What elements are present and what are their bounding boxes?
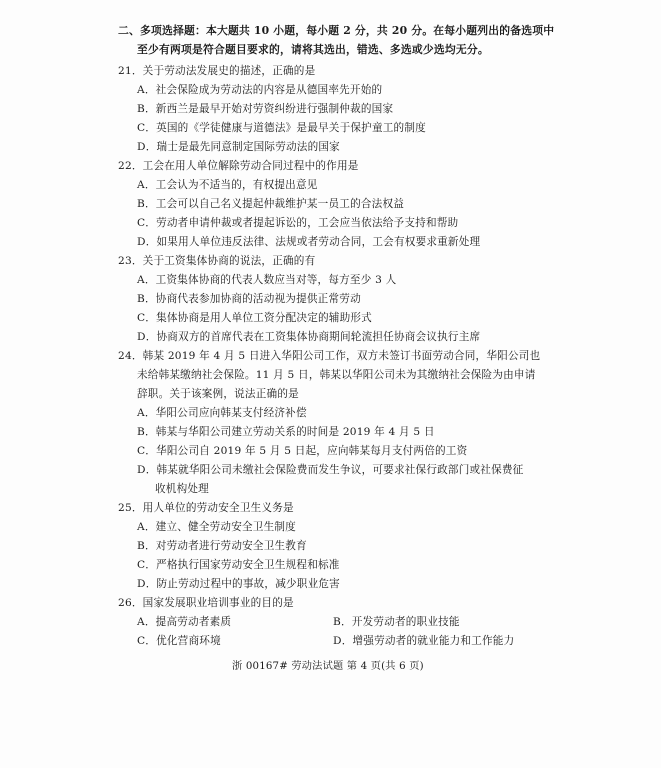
question-22-stem: 22．工会在用人单位解除劳动合同过程中的作用是 <box>118 160 359 172</box>
question-22-option-b: B．工会可以自己名义提起仲裁维护某一员工的合法权益 <box>137 198 405 210</box>
question-24-option-a: A．华阳公司应向韩某支付经济补偿 <box>137 407 307 419</box>
question-24-option-b: B．韩某与华阳公司建立劳动关系的时间是 2019 年 4 月 5 日 <box>137 426 435 438</box>
question-26-stem: 26．国家发展职业培训事业的目的是 <box>118 597 294 609</box>
question-23-option-c: C．集体协商是用人单位工资分配决定的辅助形式 <box>137 312 372 324</box>
question-26-option-b: B．开发劳动者的职业技能 <box>333 616 460 628</box>
question-26-option-c: C．优化营商环境 <box>137 635 221 647</box>
question-25-option-a: A．建立、健全劳动安全卫生制度 <box>137 521 296 533</box>
question-23-option-d: D．协商双方的首席代表在工资集体协商期间轮流担任协商会议执行主席 <box>137 331 481 343</box>
question-24-stem-line-1: 24．韩某 2019 年 4 月 5 日进入华阳公司工作，双方未签订书面劳动合同，华阳公司也 <box>118 350 541 362</box>
section-heading-line-1: 二、多项选择题：本大题共 10 小题，每小题 2 分，共 20 分。在每小题列出的备选项中 <box>118 24 555 37</box>
question-21-option-b: B．新西兰是最早开始对劳资纠纷进行强制仲裁的国家 <box>137 103 394 115</box>
question-21-stem: 21．关于劳动法发展史的描述，正确的是 <box>118 65 316 77</box>
question-26-option-a: A．提高劳动者素质 <box>137 616 232 628</box>
section-heading-line-2: 至少有两项是符合题目要求的，请将其选出，错选、多选或少选均无分。 <box>137 43 489 56</box>
question-21-option-d: D．瑞士是最先同意制定国际劳动法的国家 <box>137 141 340 153</box>
question-23-option-b: B．协商代表参加协商的活动视为提供正常劳动 <box>137 293 361 305</box>
question-24-option-c: C．华阳公司自 2019 年 5 月 5 日起，应向韩某每月支付两倍的工资 <box>137 445 468 457</box>
question-22-option-a: A．工会认为不适当的，有权提出意见 <box>137 179 318 191</box>
question-25-stem: 25．用人单位的劳动安全卫生义务是 <box>118 502 294 514</box>
question-22-option-c: C．劳动者申请仲裁或者提起诉讼的，工会应当依法给予支持和帮助 <box>137 217 459 229</box>
question-22-option-d: D．如果用人单位违反法律、法规或者劳动合同，工会有权要求重新处理 <box>137 236 481 248</box>
question-25-option-c: C．严格执行国家劳动安全卫生规程和标准 <box>137 559 340 571</box>
question-23-stem: 23．关于工资集体协商的说法，正确的有 <box>118 255 316 267</box>
question-21-option-c: C．英国的《学徒健康与道德法》是最早关于保护童工的制度 <box>137 122 426 134</box>
question-24-stem-line-2: 未给韩某缴纳社会保险。11 月 5 日，韩某以华阳公司未为其缴纳社会保险为由申请 <box>137 369 536 381</box>
question-25-option-b: B．对劳动者进行劳动安全卫生教育 <box>137 540 307 552</box>
page-footer: 浙 00167# 劳动法试题 第 4 页(共 6 页) <box>232 661 424 672</box>
question-25-option-d: D．防止劳动过程中的事故，减少职业危害 <box>137 578 340 590</box>
question-24-option-d: D．韩某就华阳公司未缴社会保险费而发生争议，可要求社保行政部门或社保费征 <box>137 464 524 476</box>
question-24-option-d-continued: 收机构处理 <box>155 483 209 495</box>
question-21-option-a: A．社会保险成为劳动法的内容是从德国率先开始的 <box>137 84 383 96</box>
question-24-stem-line-3: 辞职。关于该案例，说法正确的是 <box>137 388 299 400</box>
question-23-option-a: A．工资集体协商的代表人数应当对等，每方至少 3 人 <box>137 274 397 286</box>
question-26-option-d: D．增强劳动者的就业能力和工作能力 <box>333 635 515 647</box>
